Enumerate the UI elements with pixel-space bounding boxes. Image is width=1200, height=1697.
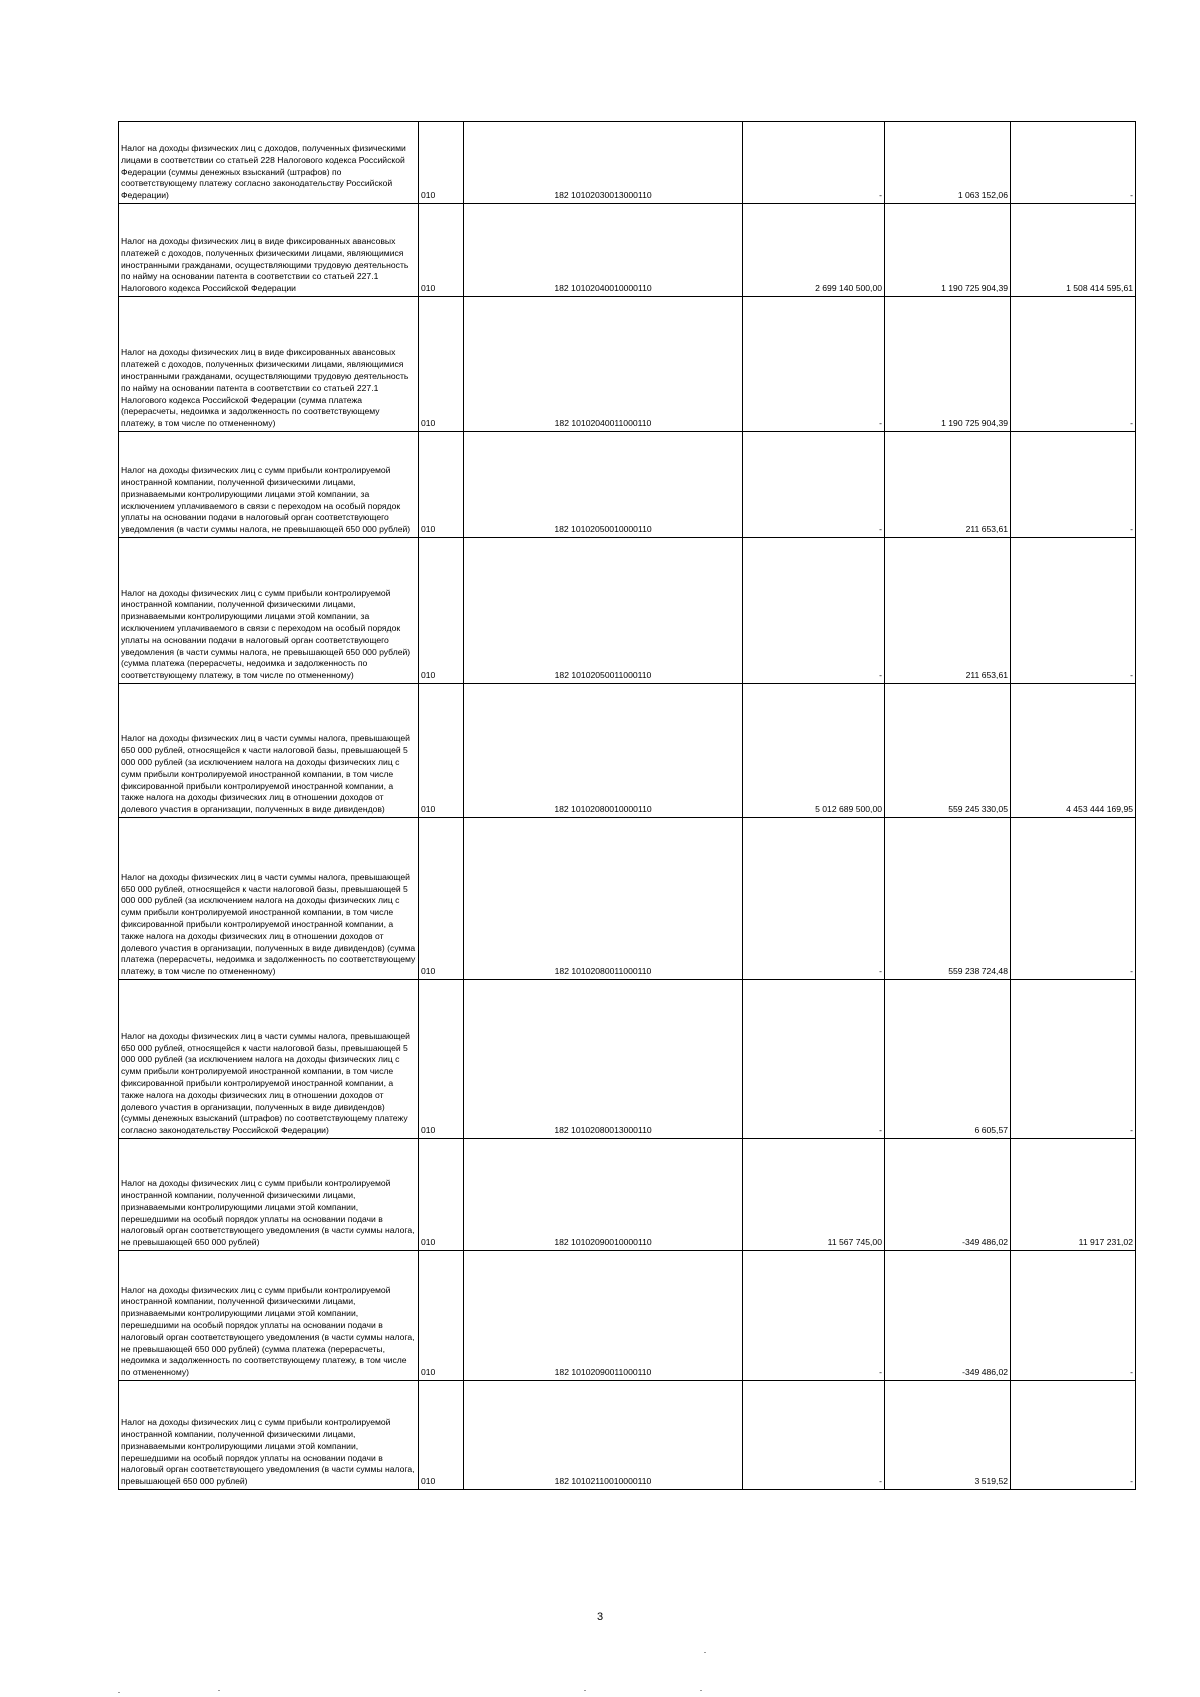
row-executed-amount: 6 605,57	[885, 980, 1011, 1139]
row-description: Налог на доходы физических лиц в части суммы налога, превышающей 650 000 рублей, относящейся к части налоговой базы, превышающей 5 000 000 рублей (за исключением налога на доходы физических лиц с сумм прибыли контролируемой иностранной компании, в том числе фиксированной прибыли контролируемой иностранной компании, а также налога на доходы физических лиц в отношении доходов от долевого участия в организации, полученных в виде дивидендов)	[119, 684, 419, 818]
row-unexecuted-amount: -	[1011, 1251, 1136, 1381]
table-row	[119, 297, 1136, 432]
row-description: Налог на доходы физических лиц с сумм прибыли контролируемой иностранной компании, полученной физическими лицами, признаваемыми контролирующими лицами этой компании, перешедшими на особый порядок уплаты на основании подачи в налоговый орган соответствующего уведомления (в части суммы налога, не превышающей 650 000 рублей) (сумма платежа (перерасчеты, недоимка и задолженность по соответствующему платежу, в том числе по отмененному)	[119, 1251, 419, 1381]
table-row	[119, 1139, 1136, 1251]
row-unexecuted-amount: -	[1011, 980, 1136, 1139]
row-description: Налог на доходы физических лиц с сумм прибыли контролируемой иностранной компании, полученной физическими лицами, признаваемыми контролирующими лицами этой компании, перешедшими на особый порядок уплаты на основании подачи в налоговый орган соответствующего уведомления (в части суммы налога, не превышающей 650 000 рублей)	[119, 1139, 419, 1251]
row-approved-amount: -	[743, 297, 885, 432]
row-approved-amount: -	[743, 818, 885, 980]
row-approved-amount: 11 567 745,00	[743, 1139, 885, 1251]
row-line-code: 010	[419, 432, 464, 538]
row-budget-classification-code: 182 10102030013000110	[464, 122, 743, 204]
row-description: Налог на доходы физических лиц в части суммы налога, превышающей 650 000 рублей, относящейся к части налоговой базы, превышающей 5 000 000 рублей (за исключением налога на доходы физических лиц с сумм прибыли контролируемой иностранной компании, в том числе фиксированной прибыли контролируемой иностранной компании, а также налога на доходы физических лиц в отношении доходов от долевого участия в организации, полученных в виде дивидендов) (сумма платежа (перерасчеты, недоимка и задолженность по соответствующему платежу, в том числе по отмененному)	[119, 818, 419, 980]
row-line-code: 010	[419, 980, 464, 1139]
row-line-code: 010	[419, 297, 464, 432]
row-executed-amount: 211 653,61	[885, 538, 1011, 684]
row-executed-amount: 1 063 152,06	[885, 122, 1011, 204]
row-line-code: 010	[419, 818, 464, 980]
table-row	[119, 538, 1136, 684]
row-budget-classification-code: 182 10102080010000110	[464, 684, 743, 818]
scan-speck	[584, 1690, 586, 1691]
table-row	[119, 980, 1136, 1139]
row-approved-amount: -	[743, 122, 885, 204]
row-approved-amount: 2 699 140 500,00	[743, 204, 885, 297]
row-unexecuted-amount: -	[1011, 432, 1136, 538]
scan-speck	[700, 1690, 702, 1691]
table-row	[119, 122, 1136, 204]
row-budget-classification-code: 182 10102040010000110	[464, 204, 743, 297]
row-budget-classification-code: 182 10102080011000110	[464, 818, 743, 980]
row-budget-classification-code: 182 10102090010000110	[464, 1139, 743, 1251]
row-approved-amount: -	[743, 538, 885, 684]
row-unexecuted-amount: 1 508 414 595,61	[1011, 204, 1136, 297]
table-row	[119, 1251, 1136, 1381]
row-budget-classification-code: 182 10102110010000110	[464, 1381, 743, 1490]
row-approved-amount: -	[743, 1251, 885, 1381]
row-description: Налог на доходы физических лиц с сумм прибыли контролируемой иностранной компании, полученной физическими лицами, признаваемыми контролирующими лицами этой компании, перешедшими на особый порядок уплаты на основании подачи в налоговый орган соответствующего уведомления (в части суммы налога, превышающей 650 000 рублей)	[119, 1381, 419, 1490]
row-executed-amount: 3 519,52	[885, 1381, 1011, 1490]
row-executed-amount: 559 238 724,48	[885, 818, 1011, 980]
report-page	[118, 121, 1135, 1490]
row-unexecuted-amount: -	[1011, 538, 1136, 684]
row-budget-classification-code: 182 10102040011000110	[464, 297, 743, 432]
table-row	[119, 818, 1136, 980]
row-description: Налог на доходы физических лиц с доходов, полученных физическими лицами в соответствии со статьей 228 Налогового кодекса Российской Федерации (суммы денежных взысканий (штрафов) по соответствующему платежу согласно законодательству Российской Федерации)	[119, 122, 419, 204]
row-budget-classification-code: 182 10102090011000110	[464, 1251, 743, 1381]
row-budget-classification-code: 182 10102050010000110	[464, 432, 743, 538]
row-budget-classification-code: 182 10102080013000110	[464, 980, 743, 1139]
row-description: Налог на доходы физических лиц в части суммы налога, превышающей 650 000 рублей, относящейся к части налоговой базы, превышающей 5 000 000 рублей (за исключением налога на доходы физических лиц с сумм прибыли контролируемой иностранной компании, в том числе фиксированной прибыли контролируемой иностранной компании, а также налога на доходы физических лиц в отношении доходов от долевого участия в организации, полученных в виде дивидендов) (суммы денежных взысканий (штрафов) по соответствующему платежу согласно законодательству Российской Федерации)	[119, 980, 419, 1139]
row-approved-amount: -	[743, 980, 885, 1139]
row-line-code: 010	[419, 122, 464, 204]
row-executed-amount: 559 245 330,05	[885, 684, 1011, 818]
row-line-code: 010	[419, 1139, 464, 1251]
row-description: Налог на доходы физических лиц с сумм прибыли контролируемой иностранной компании, полученной физическими лицами, признаваемыми контролирующими лицами этой компании, за исключением уплачиваемого в связи с переходом на особый порядок уплаты на основании подачи в налоговый орган соответствующего уведомления (в части суммы налога, не превышающей 650 000 рублей) (сумма платежа (перерасчеты, недоимка и задолженность по соответствующему платежу, в том числе по отмененному)	[119, 538, 419, 684]
row-unexecuted-amount: 4 453 444 169,95	[1011, 684, 1136, 818]
row-description: Налог на доходы физических лиц с сумм прибыли контролируемой иностранной компании, полученной физическими лицами, признаваемыми контролирующими лицами этой компании, за исключением уплачиваемого в связи с переходом на особый порядок уплаты на основании подачи в налоговый орган соответствующего уведомления (в части суммы налога, не превышающей 650 000 рублей)	[119, 432, 419, 538]
table-row	[119, 1381, 1136, 1490]
row-unexecuted-amount: -	[1011, 1381, 1136, 1490]
row-line-code: 010	[419, 684, 464, 818]
page-number: 3	[596, 1611, 604, 1623]
row-unexecuted-amount: 11 917 231,02	[1011, 1139, 1136, 1251]
row-unexecuted-amount: -	[1011, 297, 1136, 432]
scan-speck	[218, 1690, 220, 1691]
revenue-table	[118, 121, 1136, 1490]
scan-speck	[118, 1692, 120, 1693]
row-executed-amount: 1 190 725 904,39	[885, 204, 1011, 297]
row-line-code: 010	[419, 538, 464, 684]
row-executed-amount: 1 190 725 904,39	[885, 297, 1011, 432]
row-unexecuted-amount: -	[1011, 818, 1136, 980]
row-description: Налог на доходы физических лиц в виде фиксированных авансовых платежей с доходов, полученных физическими лицами, являющимися иностранными гражданами, осуществляющими трудовую деятельность по найму на основании патента в соответствии со статьей 227.1 Налогового кодекса Российской Федерации (сумма платежа (перерасчеты, недоимка и задолженность по соответствующему платежу, в том числе по отмененному)	[119, 297, 419, 432]
row-line-code: 010	[419, 1381, 464, 1490]
row-line-code: 010	[419, 204, 464, 297]
row-description: Налог на доходы физических лиц в виде фиксированных авансовых платежей с доходов, полученных физическими лицами, являющимися иностранными гражданами, осуществляющими трудовую деятельность по найму на основании патента в соответствии со статьей 227.1 Налогового кодекса Российской Федерации	[119, 204, 419, 297]
table-row	[119, 432, 1136, 538]
row-budget-classification-code: 182 10102050011000110	[464, 538, 743, 684]
table-row	[119, 204, 1136, 297]
row-unexecuted-amount: -	[1011, 122, 1136, 204]
table-row	[119, 684, 1136, 818]
row-approved-amount: -	[743, 432, 885, 538]
row-approved-amount: -	[743, 1381, 885, 1490]
row-executed-amount: -349 486,02	[885, 1251, 1011, 1381]
row-executed-amount: -349 486,02	[885, 1139, 1011, 1251]
row-executed-amount: 211 653,61	[885, 432, 1011, 538]
scan-speck	[704, 1652, 706, 1653]
row-line-code: 010	[419, 1251, 464, 1381]
row-approved-amount: 5 012 689 500,00	[743, 684, 885, 818]
